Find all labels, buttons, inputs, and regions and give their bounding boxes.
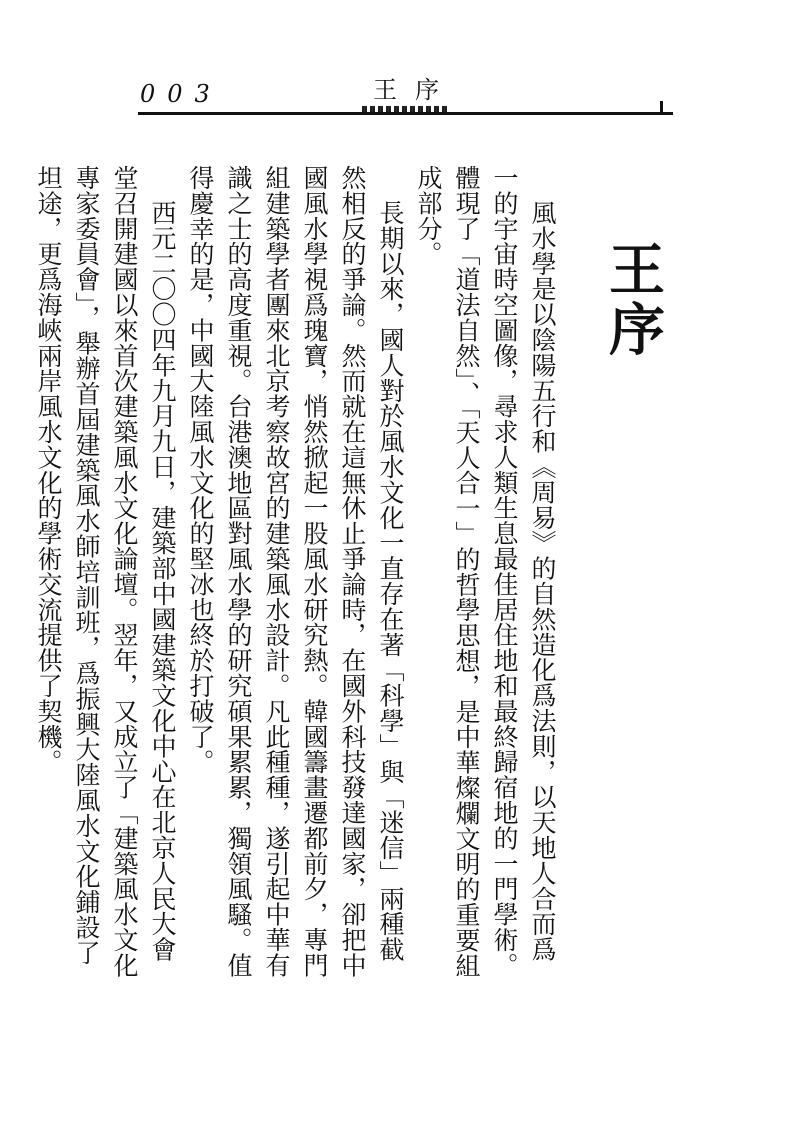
body-text (29, 165, 561, 985)
running-head: 王序 (373, 76, 457, 104)
paragraph-3: 西元二〇〇四年九月九日，建築部中國建築文化中心在北京人民大會堂召開建國以來首次建築風水文化論壇。翌年，又成立了「建築風水文化專家委員會」，舉辦首屆建築風水師培訓班，爲振興大陸風水文化鋪設了坦途，更爲海峽兩岸風水文化的學術交流提供了契機。 (34, 165, 177, 978)
chapter-title: 王序 (600, 240, 666, 360)
paragraph-2: 長期以來，國人對於風水文化一直存在著「科學」與「迷信」兩種截然相反的爭論。然而就在這無休止爭論時，在國外科技發達國家，卻把中國風水學視爲瑰寶，悄然掀起一股風水研究熱。韓國籌畫遷都前夕，專門組建築學者團來北京考察故宮的建築風水設計。凡此種種，遂引起中華有識之士的高度重視。台港澳地區對風水學的研究碩果累累，獨領風騷。值得慶幸的是，中國大陸風水文化的堅冰也終於打破了。 (186, 165, 405, 978)
paragraph-1: 風水學是以陰陽五行和《周易》的自然造化爲法則，以天地人合而爲一的宇宙時空圖像，尋求人類生息最佳居住地和最終歸宿地的一門學術。體現了「道法自然」、「天人合一」的哲學思想，是中華燦爛文明的重要組成部分。 (414, 165, 557, 979)
header-rule (138, 112, 673, 115)
page-number: 003 (140, 80, 222, 108)
header-rule-end (660, 101, 663, 115)
